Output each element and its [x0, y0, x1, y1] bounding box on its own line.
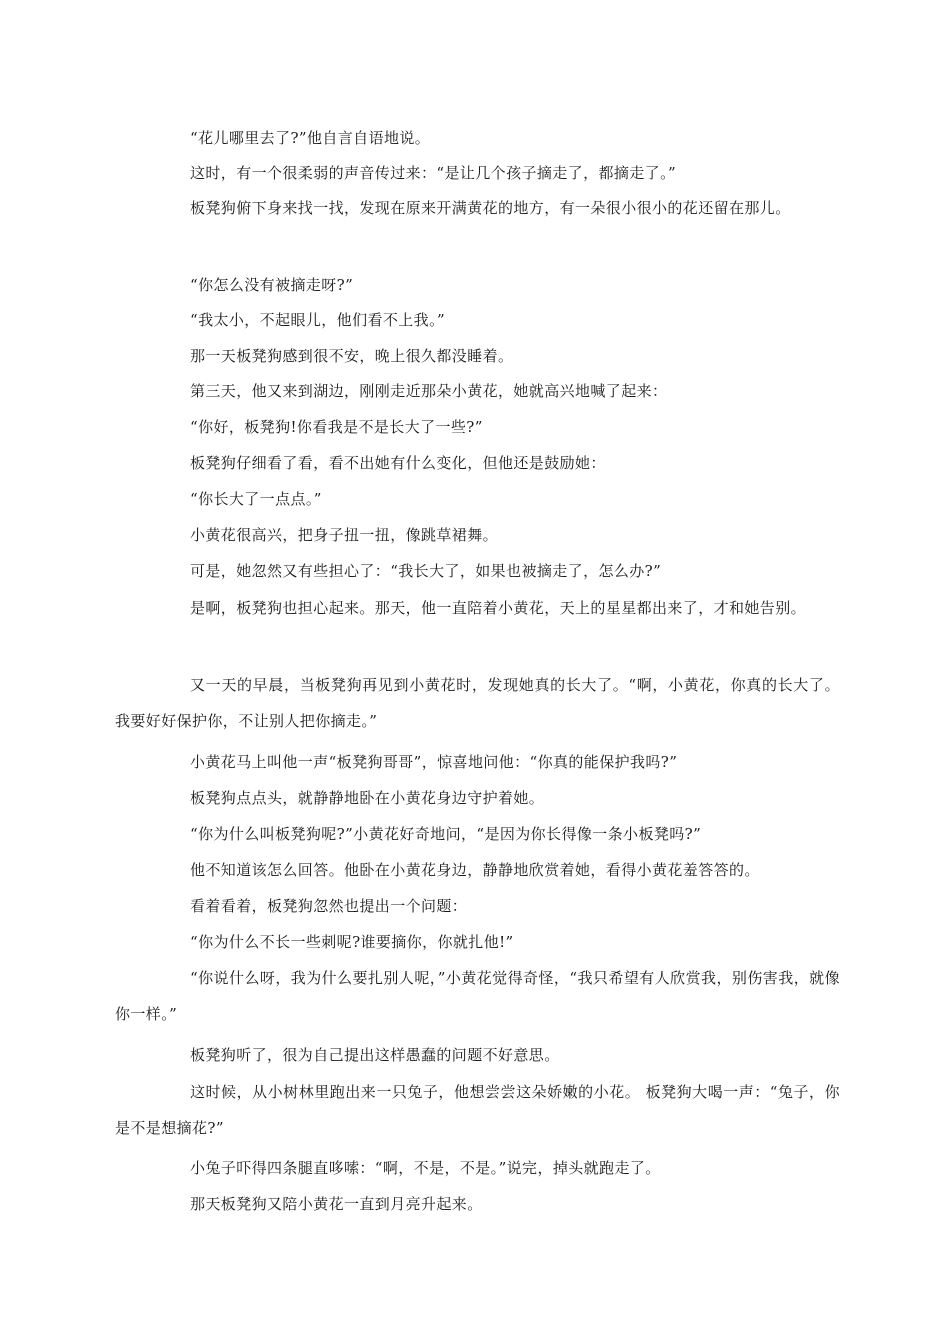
paragraph: 小兔子吓得四条腿直哆嗦：“啊，不是，不是。”说完，掉头就跑走了。 [190, 1159, 661, 1177]
paragraph: 那一天板凳狗感到很不安，晚上很久都没睡着。 [190, 347, 514, 365]
paragraph: 小黄花很高兴，把身子扭一扭，像跳草裙舞。 [190, 526, 499, 544]
paragraph: “你怎么没有被摘走呀?” [190, 276, 354, 294]
paragraph: “花儿哪里去了?”他自言自语地说。 [190, 129, 431, 147]
paragraph: 板凳狗点点头，就静静地卧在小黄花身边守护着她。 [190, 789, 545, 807]
paragraph: “你说什么呀，我为什么要扎别人呢，”小黄花觉得奇怪，“我只希望有人欣赏我，别伤害我，就像你一样。” [115, 969, 840, 1023]
paragraph: 这时候，从小树林里跑出来一只兔子，他想尝尝这朵娇嫩的小花。 板凳狗大喝一声：“兔子，你是不是想摘花?” [115, 1083, 840, 1137]
paragraph: 是啊，板凳狗也担心起来。那天，他一直陪着小黄花，天上的星星都出来了，才和她告别。 [190, 599, 807, 617]
paragraph: 板凳狗仔细看了看，看不出她有什么变化，但他还是鼓励她： [190, 454, 606, 472]
paragraph: “我太小，不起眼儿，他们看不上我。” [190, 311, 446, 329]
paragraph: 小黄花马上叫他一声“板凳狗哥哥”，惊喜地问他：“你真的能保护我吗?” [190, 753, 678, 771]
paragraph: 可是，她忽然又有些担心了：“我长大了，如果也被摘走了，怎么办?” [190, 562, 662, 580]
paragraph: “你为什么叫板凳狗呢?”小黄花好奇地问，“是因为你长得像一条小板凳吗?” [190, 825, 702, 843]
paragraph: “你长大了一点点。” [190, 490, 322, 508]
paragraph: “你为什么不长一些刺呢?谁要摘你，你就扎他!” [190, 933, 514, 951]
paragraph: “你好，板凳狗!你看我是不是长大了一些?” [190, 418, 483, 436]
paragraph: 板凳狗俯下身来找一找，发现在原来开满黄花的地方，有一朵很小很小的花还留在那儿。 [190, 199, 791, 217]
paragraph: 他不知道该怎么回答。他卧在小黄花身边，静静地欣赏着她，看得小黄花羞答答的。 [190, 861, 760, 879]
paragraph: 这时，有一个很柔弱的声音传过来：“是让几个孩子摘走了，都摘走了。” [190, 164, 677, 182]
paragraph: 板凳狗听了，很为自己提出这样愚蠢的问题不好意思。 [190, 1046, 560, 1064]
paragraph: 看着看着，板凳狗忽然也提出一个问题： [190, 897, 468, 915]
paragraph: 第三天，他又来到湖边，刚刚走近那朵小黄花，她就高兴地喊了起来： [190, 382, 668, 400]
paragraph: 那天板凳狗又陪小黄花一直到月亮升起来。 [190, 1195, 483, 1213]
paragraph: 又一天的早晨，当板凳狗再见到小黄花时，发现她真的长大了。“啊，小黄花，你真的长大了。我要好好保护你，不让别人把你摘走。” [115, 676, 840, 730]
